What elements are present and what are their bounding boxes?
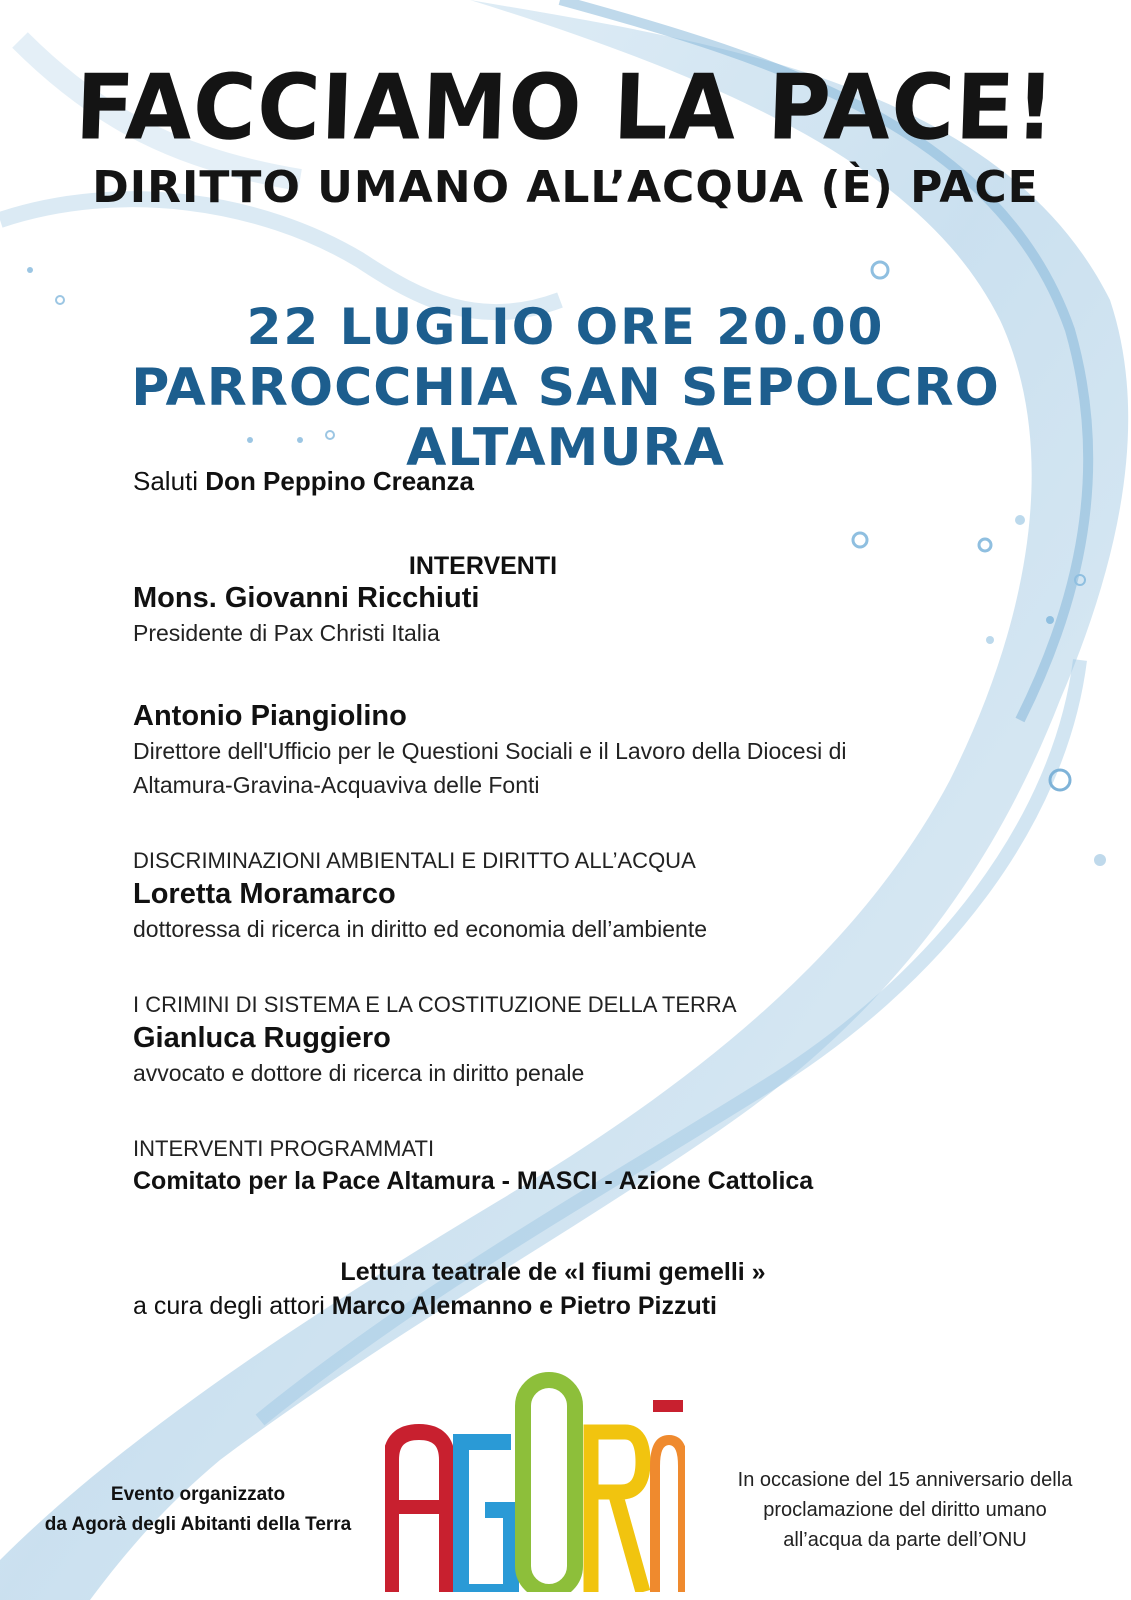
speaker-item [133,698,1013,802]
greeting-prefix: Saluti [133,466,199,496]
speaker-topic: DISCRIMINAZIONI AMBIENTALI E DIRITTO ALL’ACQUA [133,848,696,873]
speaker-role: Presidente di Pax Christi Italia [133,620,440,646]
speaker-role: dottoressa di ricerca in diritto ed economia dell’ambiente [133,916,708,942]
occasion-line: proclamazione del diritto umano [763,1499,1047,1521]
speaker-name: Loretta Moramarco [133,878,396,910]
occasion-line: In occasione del 15 anniversario della [737,1469,1073,1491]
agora-logo [385,1370,685,1592]
poster-title: FACCIAMO LA PACE! [73,55,1058,161]
greeting-name: Don Peppino Creanza [205,466,474,496]
speaker-name: Gianluca Ruggiero [133,1022,391,1054]
organizer-line: Evento organizzato [110,1484,286,1505]
speaker-role-line: Altamura-Gravina-Acquaviva delle Fonti [133,772,540,798]
scheduled-organizations: Comitato per la Pace Altamura - MASCI - Azione Cattolica [133,1167,814,1195]
program-section [133,466,1013,1320]
speaker-name: Antonio Piangiolino [133,700,407,732]
reading-by-prefix: a cura degli attori [133,1292,325,1320]
organizer-line: da Agorà degli Abitanti della Terra [44,1514,352,1535]
interventions-heading: INTERVENTI [408,552,558,580]
occasion-line: all’acqua da parte dell’ONU [783,1529,1027,1551]
speaker-item [133,580,1013,650]
reading-title: Lettura teatrale de «I fiumi gemelli » [340,1258,766,1286]
greeting [133,466,1013,497]
speaker-item [133,846,1013,946]
event-date: 22 LUGLIO ORE 20.00 [246,298,885,356]
reading-credits [133,1292,717,1321]
speaker-role: avvocato e dottore di ricerca in diritto penale [133,1060,585,1086]
speaker-role-line: Direttore dell'Ufficio per le Questioni Sociali e il Lavoro della Diocesi di [133,738,847,764]
reading-by-names: Marco Alemanno e Pietro Pizzuti [331,1292,717,1320]
scheduled-interventions [133,1134,1013,1198]
poster-subtitle: DIRITTO UMANO ALL’ACQUA (È) PACE [92,162,1039,213]
event-place: PARROCCHIA SAN SEPOLCRO ALTAMURA [131,358,1000,478]
speaker-topic: I CRIMINI DI SISTEMA E LA COSTITUZIONE DELLA TERRA [133,992,737,1017]
occasion-note [705,1465,1105,1555]
speaker-name: Mons. Giovanni Ricchiuti [133,582,480,614]
organizer-note [28,1480,368,1540]
scheduled-heading: INTERVENTI PROGRAMMATI [133,1136,435,1161]
speaker-item [133,990,1013,1090]
